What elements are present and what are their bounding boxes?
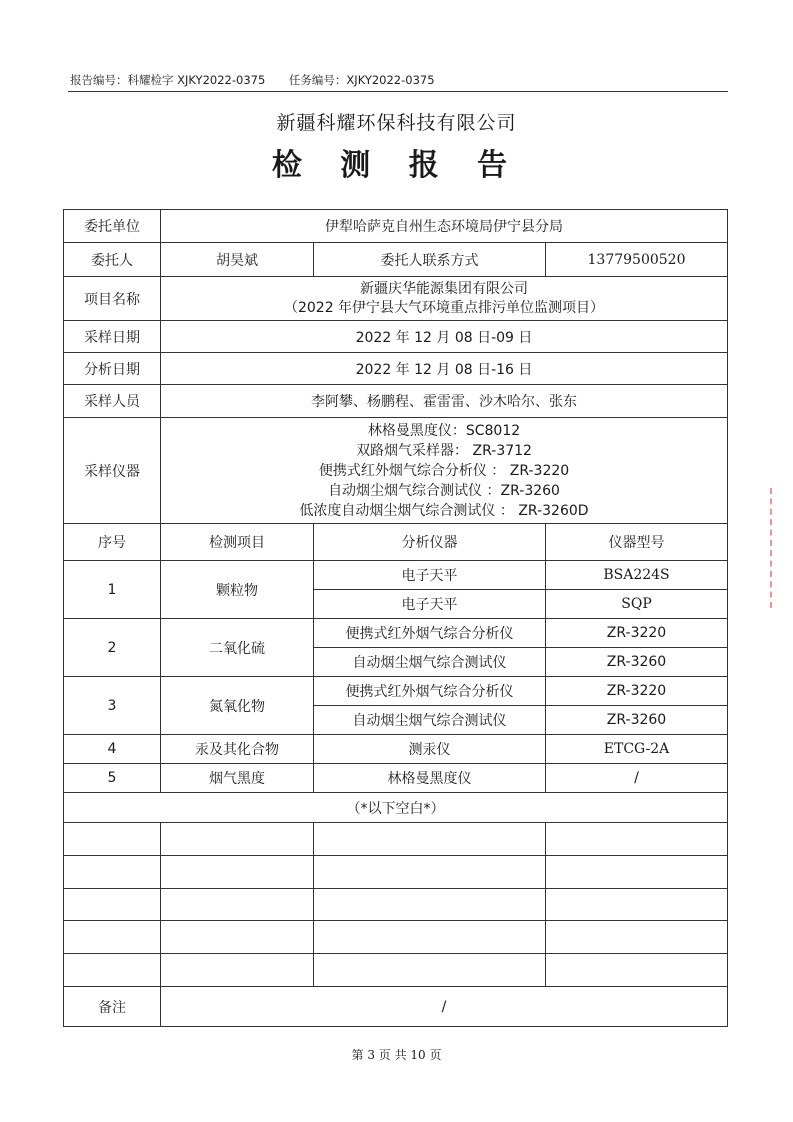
sampling-date-value: 2022 年 12 月 08 日-09 日 xyxy=(161,321,728,353)
empty-cell xyxy=(64,954,161,987)
company-name: 新疆科耀环保科技有限公司 xyxy=(276,112,517,134)
empty-cell xyxy=(546,856,728,889)
analysis-date-label: 分析日期 xyxy=(64,353,161,385)
empty-cell xyxy=(314,823,546,856)
row-project xyxy=(64,277,728,321)
row-instrument: 自动烟尘烟气综合测试仪 xyxy=(314,648,546,677)
table-header-row xyxy=(64,524,728,561)
row-model: SQP xyxy=(546,590,728,619)
project-label: 项目名称 xyxy=(64,277,161,321)
table-row xyxy=(64,764,728,793)
empty-cell xyxy=(546,921,728,954)
project-line-1: 新疆庆华能源集团有限公司 xyxy=(360,280,528,297)
row-item: 汞及其化合物 xyxy=(161,735,314,764)
task-number: 任务编号：XJKY2022-0375 xyxy=(288,73,435,87)
empty-cell xyxy=(546,954,728,987)
row-item: 氮氧化物 xyxy=(161,677,314,735)
row-client xyxy=(64,210,728,243)
empty-cell xyxy=(64,823,161,856)
row-item: 烟气黑度 xyxy=(161,764,314,793)
instrument-line: 自动烟尘烟气综合测试仪 ：ZR-3260 xyxy=(328,482,560,499)
empty-cell xyxy=(64,921,161,954)
instruments-label: 采样仪器 xyxy=(64,418,161,524)
remarks-value: / xyxy=(161,987,728,1027)
row-model: ZR-3260 xyxy=(546,648,728,677)
row-instrument: 林格曼黑度仪 xyxy=(314,764,546,793)
row-model: ETCG-2A xyxy=(546,735,728,764)
row-instruments xyxy=(64,418,728,524)
empty-cell xyxy=(546,889,728,921)
remarks-label: 备注 xyxy=(64,987,161,1027)
blank-note: （*以下空白*） xyxy=(64,793,728,823)
client-value: 伊犁哈萨克自州生态环境局伊宁县分局 xyxy=(161,210,728,243)
project-line-2: （2022 年伊宁县大气环境重点排污单位监测项目） xyxy=(283,299,605,316)
empty-cell xyxy=(161,889,314,921)
table-row xyxy=(64,735,728,764)
col-header-model: 仪器型号 xyxy=(546,524,728,561)
empty-cell xyxy=(161,823,314,856)
instrument-line: 双路烟气采样器： ZR-3712 xyxy=(356,442,532,459)
instruments-list xyxy=(161,418,728,524)
project-value xyxy=(161,277,728,321)
empty-cell xyxy=(314,856,546,889)
row-samplers xyxy=(64,385,728,418)
row-instrument: 电子天平 xyxy=(314,590,546,619)
contact-info-value: 13779500520 xyxy=(546,243,728,277)
empty-cell xyxy=(161,921,314,954)
row-item: 二氧化硫 xyxy=(161,619,314,677)
report-table xyxy=(63,209,728,1027)
empty-cell xyxy=(546,823,728,856)
remarks-row xyxy=(64,987,728,1027)
empty-cell xyxy=(161,954,314,987)
row-seq: 2 xyxy=(64,619,161,677)
row-model: / xyxy=(546,764,728,793)
instrument-line: 低浓度自动烟尘烟气综合测试仪 ： ZR-3260D xyxy=(299,502,589,519)
empty-row xyxy=(64,921,728,954)
row-seq: 1 xyxy=(64,561,161,619)
empty-row xyxy=(64,889,728,921)
empty-row xyxy=(64,856,728,889)
row-instrument: 电子天平 xyxy=(314,561,546,590)
seal-edge xyxy=(770,488,793,608)
col-header-seq: 序号 xyxy=(64,524,161,561)
row-sampling-date xyxy=(64,321,728,353)
table-row xyxy=(64,561,728,590)
row-analysis-date xyxy=(64,353,728,385)
row-seq: 4 xyxy=(64,735,161,764)
row-instrument: 便携式红外烟气综合分析仪 xyxy=(314,677,546,706)
empty-cell xyxy=(314,889,546,921)
samplers-value: 李阿攀、杨鹏程、霍雷雷、沙木哈尔、张东 xyxy=(161,385,728,418)
empty-cell xyxy=(64,856,161,889)
row-instrument: 自动烟尘烟气综合测试仪 xyxy=(314,706,546,735)
col-header-instrument: 分析仪器 xyxy=(314,524,546,561)
empty-cell xyxy=(161,856,314,889)
contact-person-label: 委托人 xyxy=(64,243,161,277)
contact-person-value: 胡昊斌 xyxy=(161,243,314,277)
report-title: 检 测 报 告 xyxy=(271,148,522,183)
row-model: ZR-3220 xyxy=(546,677,728,706)
client-label: 委托单位 xyxy=(64,210,161,243)
samplers-label: 采样人员 xyxy=(64,385,161,418)
blank-note-row xyxy=(64,793,728,823)
row-model: ZR-3220 xyxy=(546,619,728,648)
row-model: BSA224S xyxy=(546,561,728,590)
table-row xyxy=(64,677,728,706)
row-seq: 3 xyxy=(64,677,161,735)
instrument-line: 便携式红外烟气综合分析仪 ： ZR-3220 xyxy=(318,462,570,479)
instrument-line: 林格曼黑度仪：SC8012 xyxy=(367,422,521,439)
report-header xyxy=(70,72,455,88)
row-instrument: 测汞仪 xyxy=(314,735,546,764)
empty-row xyxy=(64,823,728,856)
header-rule xyxy=(68,91,728,92)
col-header-item: 检测项目 xyxy=(161,524,314,561)
row-instrument: 便携式红外烟气综合分析仪 xyxy=(314,619,546,648)
row-seq: 5 xyxy=(64,764,161,793)
contact-info-label: 委托人联系方式 xyxy=(314,243,546,277)
analysis-date-value: 2022 年 12 月 08 日-16 日 xyxy=(161,353,728,385)
report-number: 报告编号：科耀检字 XJKY2022-0375 xyxy=(70,73,266,87)
empty-row xyxy=(64,954,728,987)
row-model: ZR-3260 xyxy=(546,706,728,735)
table-row xyxy=(64,619,728,648)
empty-cell xyxy=(314,921,546,954)
sampling-date-label: 采样日期 xyxy=(64,321,161,353)
empty-cell xyxy=(64,889,161,921)
row-contact xyxy=(64,243,728,277)
page-footer: 第 3 页 共 10 页 xyxy=(351,1048,442,1062)
empty-cell xyxy=(314,954,546,987)
row-item: 颗粒物 xyxy=(161,561,314,619)
